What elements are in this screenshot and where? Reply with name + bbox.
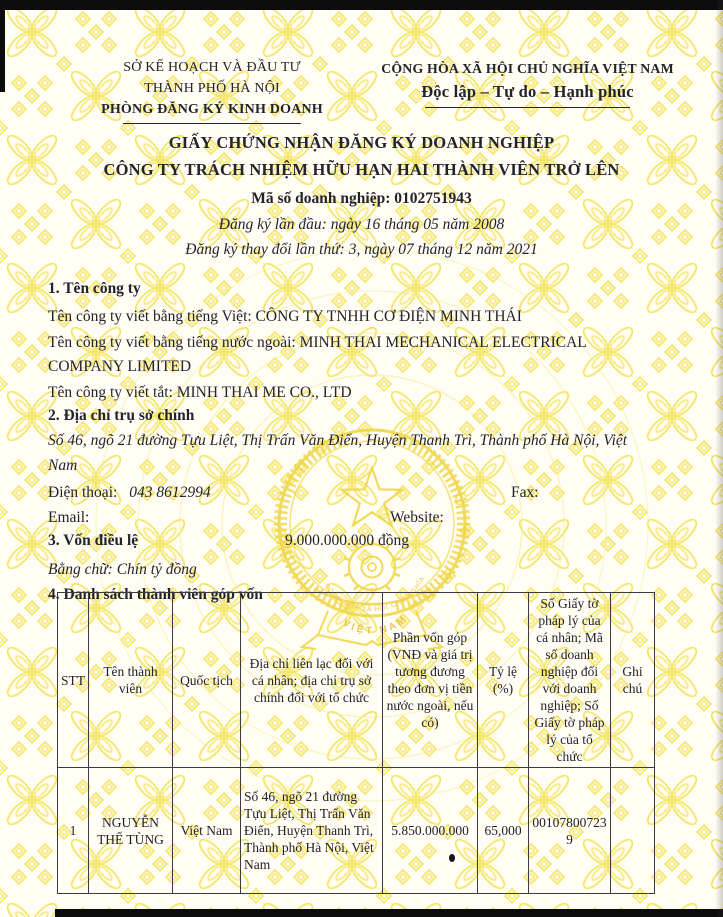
- ink-dot-artifact: [449, 854, 455, 862]
- section1-heading: 1. Tên công ty: [48, 280, 141, 297]
- issuer-line1: SỞ KẾ HOẠCH VÀ ĐẦU TƯ: [123, 60, 301, 75]
- registration-change-date: Đăng ký thay đổi lần thứ: 3, ngày 07 tháng 12 năm 2021: [185, 241, 538, 258]
- phone-row: [48, 481, 678, 505]
- phone-value: 043 8612994: [129, 484, 211, 501]
- emblem-country-top-text: CỘNG HÒA XÃ HỘI CHỦ NGHĨA: [322, 575, 427, 614]
- national-line2: Độc lập – Tự do – Hạnh phúc: [421, 82, 634, 101]
- company-name-vietnamese: Tên công ty viết bằng tiếng Việt: CÔNG TY TNHH CƠ ĐIỆN MINH THÁI: [48, 308, 522, 325]
- scan-edge-bottom: [55, 909, 723, 917]
- member-capital: 5.850.000.000: [383, 768, 478, 894]
- issuer-line3: PHÒNG ĐĂNG KÝ KINH DOANH: [101, 102, 323, 117]
- phone-label: Điện thoại:: [48, 484, 118, 501]
- certificate-title-line1: GIẤY CHỨNG NHẬN ĐĂNG KÝ DOANH NGHIỆP: [168, 133, 555, 152]
- section4-heading: 4. Danh sách thành viên góp vốn: [48, 586, 263, 603]
- member-nationality: Việt Nam: [173, 768, 241, 894]
- member-document-number: 001078007239: [529, 768, 611, 894]
- national-motto-block: [360, 58, 695, 108]
- header-stt: STT: [58, 593, 89, 768]
- header-legal-document-number: Số Giấy tờ pháp lý của cá nhân; Mã số doanh nghiệp đối với doanh nghiệp; Số Giấy tờ pháp lý của tổ chức: [529, 593, 611, 768]
- header-ratio: Tỷ lệ (%): [478, 593, 529, 768]
- scan-edge-right-shadow: [715, 0, 723, 917]
- website-label: Website:: [390, 509, 444, 526]
- capital-in-words: Bằng chữ: Chín tỷ đồng: [48, 561, 197, 578]
- company-name-short: Tên công ty viết tắt: MINH THAI ME CO., LTD: [48, 384, 352, 401]
- header-contact-address: Địa chỉ liên lạc đối với cá nhân; địa chỉ trụ sở chính đối với tổ chức: [241, 593, 383, 768]
- company-name-foreign: Tên công ty viết bằng tiếng nước ngoài: MINH THAI MECHANICAL ELECTRICAL COMPANY LIMITED: [48, 334, 587, 375]
- member-stt: 1: [58, 768, 89, 894]
- scan-edge-left: [0, 0, 5, 92]
- issuer-underline: [123, 123, 301, 124]
- enterprise-code: Mã số doanh nghiệp: 0102751943: [251, 190, 472, 207]
- header-notes: Ghi chú: [611, 593, 655, 768]
- issuer-line2: THÀNH PHỐ HÀ NỘI: [144, 81, 280, 96]
- certificate-title-line2: CÔNG TY TRÁCH NHIỆM HỮU HẠN HAI THÀNH VIÊN TRỞ LÊN: [103, 160, 620, 179]
- fax-label: Fax:: [511, 484, 539, 501]
- section3-heading: 3. Vốn điều lệ: [48, 532, 139, 549]
- capital-amount: 9.000.000.000 đồng: [285, 532, 409, 549]
- capital-row: [48, 529, 678, 553]
- registration-first-date: Đăng ký lần đầu: ngày 16 tháng 05 năm 2008: [218, 216, 505, 233]
- member-ratio: 65,000: [478, 768, 529, 894]
- members-table: [57, 592, 655, 894]
- head-office-address: Số 46, ngõ 21 đường Tựu Liệt, Thị Trấn Văn Điển, Huyện Thanh Trì, Thành phố Hà Nội, Việt Nam: [48, 432, 628, 474]
- member-row: [58, 768, 655, 894]
- member-name: NGUYỄN THẾ TÙNG: [89, 768, 173, 894]
- issuer-block: [52, 57, 372, 124]
- scan-edge-top: [0, 0, 723, 10]
- header-capital-contribution: Phần vốn góp (VNĐ và giá trị tương đương theo đơn vị tiền nước ngoài, nếu có): [383, 593, 478, 768]
- members-table-header-row: [58, 593, 655, 768]
- section2-heading: 2. Địa chỉ trụ sở chính: [48, 407, 195, 424]
- email-row: [48, 506, 678, 530]
- emblem-country-bottom-text: VIỆT NAM: [340, 612, 411, 637]
- national-underline: [425, 107, 630, 108]
- member-notes: [611, 768, 655, 894]
- email-label: Email:: [48, 509, 90, 526]
- header-member-name: Tên thành viên: [89, 593, 173, 768]
- member-address: Số 46, ngõ 21 đường Tựu Liệt, Thị Trấn Văn Điển, Huyện Thanh Trì, Thành phố Hà Nội, Việt Nam: [241, 768, 383, 894]
- header-nationality: Quốc tịch: [173, 593, 241, 768]
- national-line1: CỘNG HÒA XÃ HỘI CHỦ NGHĨA VIỆT NAM: [381, 61, 674, 76]
